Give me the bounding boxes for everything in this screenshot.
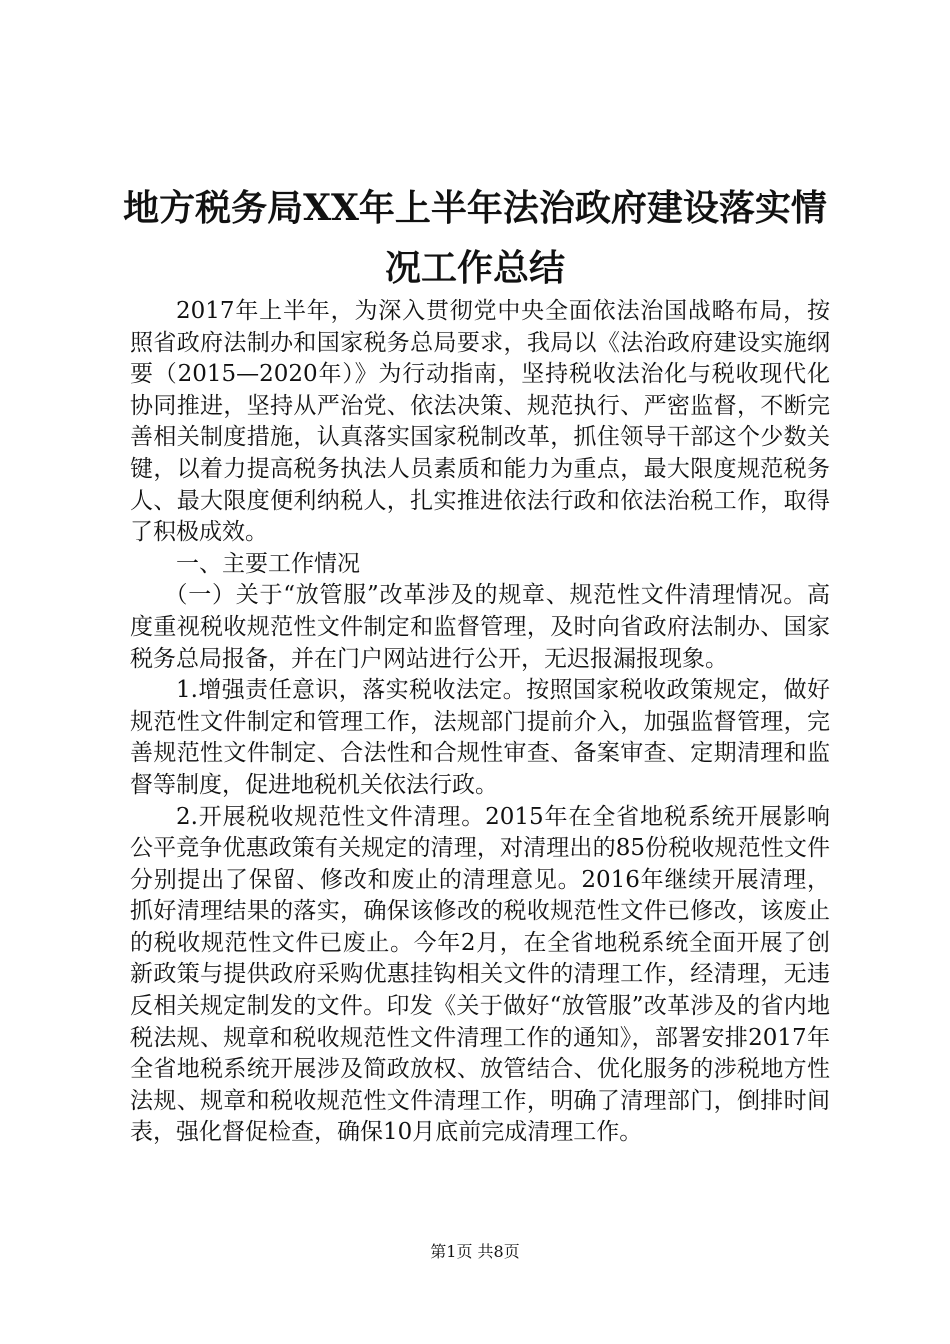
paragraph-item-1: 1.增强责任意识，落实税收法定。按照国家税收政策规定，做好规范性文件制定和管理工作，法规部门提前介入，加强监督管理，完善规范性文件制定、合法性和合规性审查、备案审查、定期清理和监督等制度，促进地税机关依法行政。 [130,677,830,798]
document-body [130,296,830,1149]
document-title-line-1: 地方税务局XX年上半年法治政府建设落实情 [123,187,827,229]
page-number-footer: 第1页 共8页 [430,1242,520,1261]
section-heading: 一、主要工作情况 [176,550,360,577]
subsection-heading: （一）关于“放管服”改革涉及的规章、规范性文件清理情况。高度重视税收规范性文件制定和监督管理，及时向省政府法制办、国家税务总局报备，并在门户网站进行公开，无迟报漏报现象。 [130,582,830,672]
paragraph-item-2: 2.开展税收规范性文件清理。2015年在全省地税系统开展影响公平竞争优惠政策有关规定的清理，对清理出的85份税收规范性文件分别提出了保留、修改和废止的清理意见。2016年继续开展清理，抓好清理结果的落实，确保该修改的税收规范性文件已修改，该废止的税收规范性文件已废止。今年2月，在全省地税系统全面开展了创新政策与提供政府采购优惠挂钩相关文件的清理工作，经清理，无违反相关规定制发的文件。印发《关于做好“放管服”改革涉及的省内地税法规、规章和税收规范性文件清理工作的通知》，部署安排2017年全省地税系统开展涉及简政放权、放管结合、优化服务的涉税地方性法规、规章和税收规范性文件清理工作，明确了清理部门，倒排时间表，强化督促检查，确保10月底前完成清理工作。 [130,803,830,1146]
document-title-line-2: 况工作总结 [384,247,565,289]
paragraph-intro: 2017年上半年，为深入贯彻党中央全面依法治国战略布局，按照省政府法制办和国家税务总局要求，我局以《法治政府建设实施纲要（2015—2020年）》为行动指南，坚持税收法治化与税收现代化协同推进，坚持从严治党、依法决策、规范执行、严密监督，不断完善相关制度措施，认真落实国家税制改革，抓住领导干部这个少数关键，以着力提高税务执法人员素质和能力为重点，最大限度规范税务人、最大限度便利纳税人，扎实推进依法行政和依法治税工作，取得了积极成效。 [130,298,830,546]
